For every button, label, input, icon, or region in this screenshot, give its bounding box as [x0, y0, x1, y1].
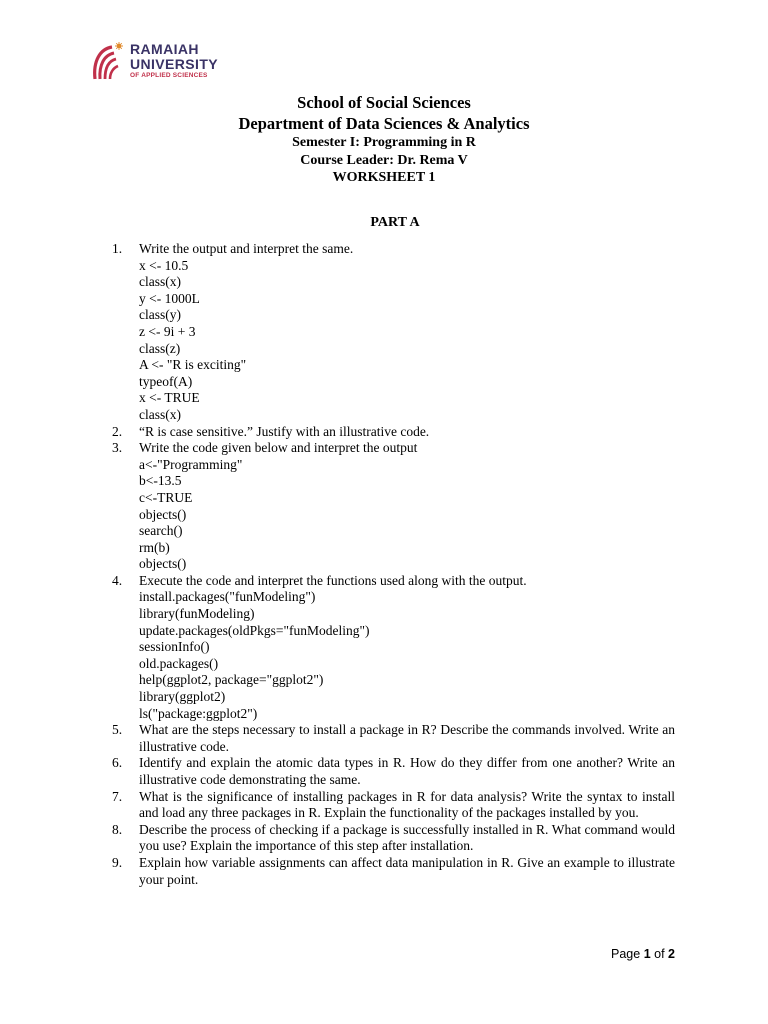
- question-body: [139, 822, 675, 855]
- course-leader-line: Course Leader: Dr. Rema V: [300, 152, 468, 168]
- question-text: Explain how variable assignments can affect data manipulation in R. Give an example to illustrate your point.: [139, 854, 675, 887]
- code-line: c<-TRUE: [139, 489, 193, 505]
- code-line: x <- TRUE: [139, 390, 200, 406]
- question-number: 3.: [112, 440, 123, 456]
- question-body: [139, 241, 675, 424]
- question-number: 5.: [112, 722, 123, 738]
- question-text: What is the significance of installing packages in R for data analysis? Write the syntax to install and load any three packages in R. Explain the functionality of the packages installed by you.: [139, 788, 675, 821]
- question-list: [112, 241, 675, 888]
- question-body: [139, 855, 675, 888]
- question-number: 4.: [112, 572, 123, 588]
- question-item: [112, 573, 675, 722]
- question-item: [112, 440, 675, 573]
- part-a-heading: PART A: [370, 215, 420, 230]
- code-line: A <- "R is exciting": [139, 357, 247, 373]
- question-text: What are the steps necessary to install a package in R? Describe the commands involved. Write an illustrative code.: [139, 722, 675, 754]
- code-line: update.packages(oldPkgs="funModeling"): [139, 622, 370, 638]
- code-line: library(ggplot2): [139, 689, 226, 705]
- question-body: [139, 573, 675, 722]
- code-line: install.packages("funModeling"): [139, 589, 316, 605]
- question-item: [112, 241, 675, 424]
- question-item: [112, 722, 675, 755]
- question-text: “R is case sensitive.” Justify with an illustrative code.: [139, 423, 430, 439]
- question-text: Describe the process of checking if a package is successfully installed in R. What command would you use? Explain the importance of this step after installation.: [139, 821, 675, 854]
- logo-line-university: UNIVERSITY: [130, 56, 219, 73]
- code-line: class(z): [139, 340, 181, 356]
- question-body: [139, 789, 675, 822]
- code-line: objects(): [139, 506, 187, 522]
- question-number: 9.: [112, 854, 123, 870]
- question-body: [139, 722, 675, 755]
- question-body: [139, 424, 675, 441]
- code-line: library(funModeling): [139, 606, 255, 622]
- page-label: Page: [611, 947, 641, 961]
- question-number: 7.: [112, 788, 123, 804]
- code-line: sessionInfo(): [139, 639, 210, 655]
- code-line: help(ggplot2, package="ggplot2"): [139, 672, 324, 688]
- code-line: class(x): [139, 406, 181, 422]
- code-line: old.packages(): [139, 655, 219, 671]
- current-page-number: 1: [643, 947, 651, 961]
- question-number: 8.: [112, 821, 123, 837]
- question-text: Write the output and interpret the same.: [139, 241, 354, 256]
- page-footer: [611, 947, 675, 961]
- department-title: Department of Data Sciences & Analytics: [238, 114, 530, 133]
- question-number: 6.: [112, 755, 123, 771]
- question-body: [139, 440, 675, 573]
- question-item: [112, 855, 675, 888]
- question-text: Write the code given below and interpret the output: [139, 440, 418, 456]
- code-line: rm(b): [139, 539, 170, 555]
- total-page-count: 2: [668, 947, 675, 961]
- code-line: ls("package:ggplot2"): [139, 705, 258, 721]
- code-line: z <- 9i + 3: [139, 323, 196, 339]
- question-item: [112, 755, 675, 788]
- code-line: a<-"Programming": [139, 456, 243, 472]
- logo-line-applied-sciences: OF APPLIED SCIENCES: [130, 72, 208, 80]
- question-item: [112, 822, 675, 855]
- page-of-label: of: [654, 947, 665, 961]
- question-item: [112, 424, 675, 441]
- code-line: typeof(A): [139, 373, 193, 389]
- code-line: y <- 1000L: [139, 290, 200, 306]
- worksheet-title: WORKSHEET 1: [332, 170, 436, 185]
- university-logo: [90, 41, 218, 81]
- question-item: [112, 789, 675, 822]
- semester-line: Semester I: Programming in R: [292, 135, 476, 150]
- code-line: b<-13.5: [139, 473, 182, 489]
- code-line: class(y): [139, 307, 181, 323]
- question-text: Identify and explain the atomic data types in R. How do they differ from one another? Write an illustrative code demonstrating the same.: [139, 755, 675, 787]
- ramaiah-emblem-icon: [90, 41, 124, 81]
- document-header: [0, 92, 768, 187]
- question-text: Execute the code and interpret the functions used along with the output.: [139, 572, 527, 588]
- code-line: search(): [139, 523, 183, 539]
- logo-line-ramaiah: RAMAIAH: [130, 41, 199, 58]
- code-line: class(x): [139, 274, 181, 290]
- school-title: School of Social Sciences: [297, 93, 471, 112]
- code-line: x <- 10.5: [139, 257, 189, 273]
- question-number: 2.: [112, 423, 123, 439]
- code-line: objects(): [139, 556, 187, 572]
- question-body: [139, 755, 675, 788]
- question-number: 1.: [112, 241, 123, 256]
